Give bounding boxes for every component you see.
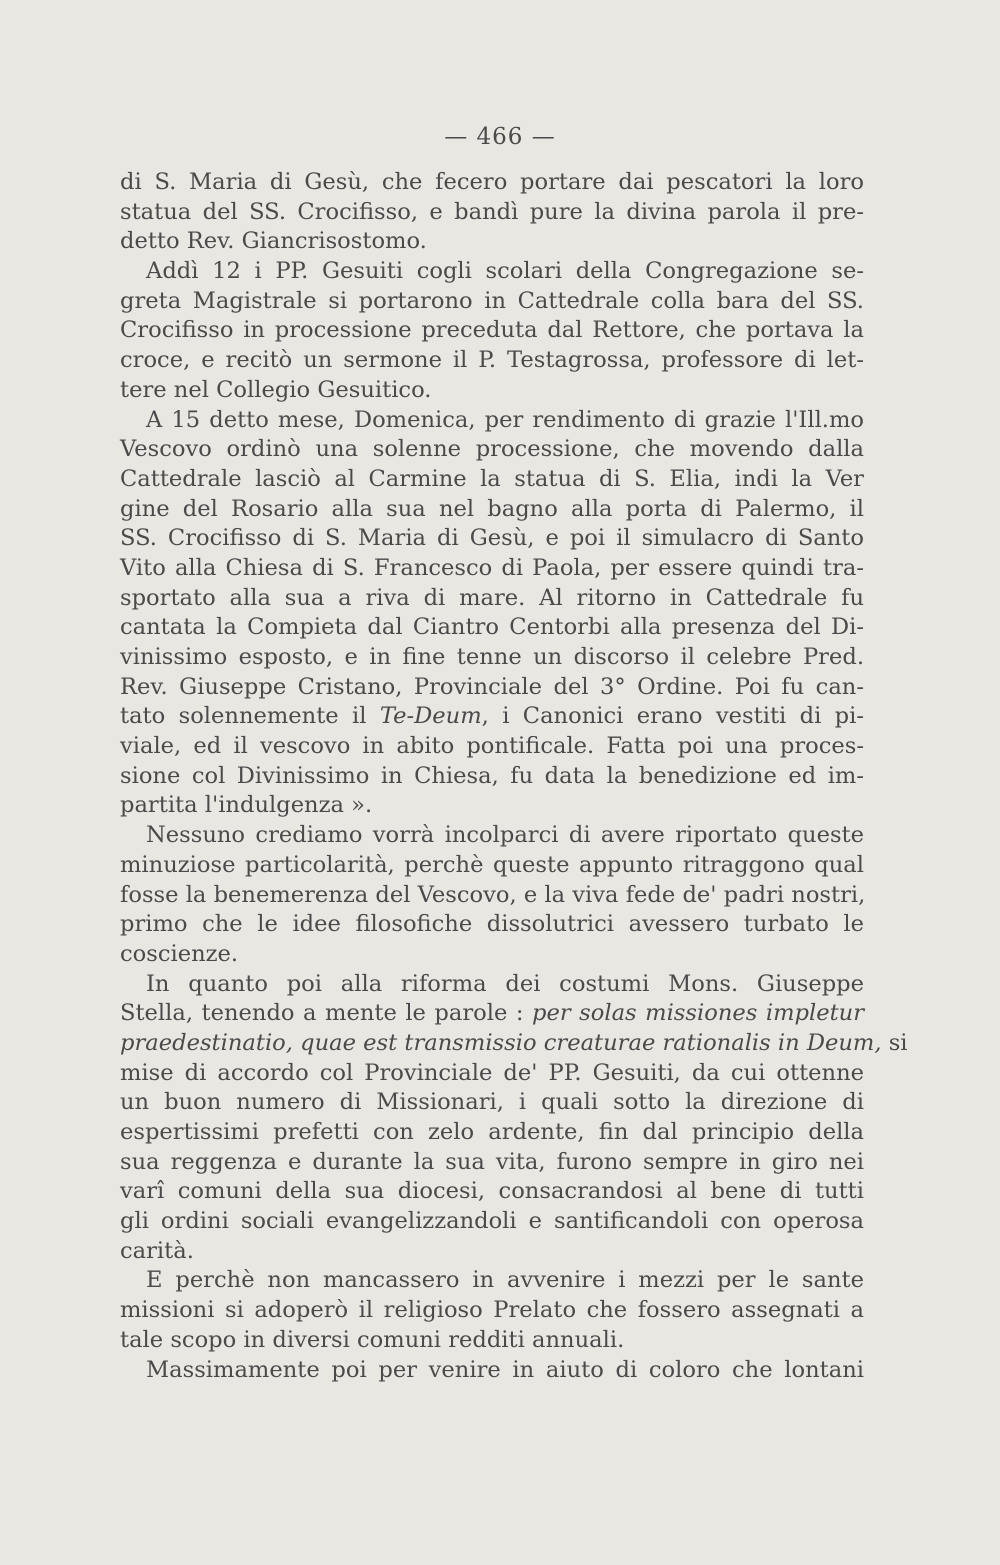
text-line [120,643,864,673]
italic-text: praedestinatio, quae est transmissio creaturae rationalis in Deum, [120,1029,882,1056]
text-segment: sione col Divinissimo in Chiesa, fu data la benedizione ed im- [120,762,864,789]
text-segment: Rev. Giuseppe Cristano, Provinciale del 3° Ordine. Poi fu can- [120,673,864,700]
text-segment: Massimamente poi per venire in aiuto di coloro che lontani [146,1356,864,1383]
text-line [120,970,864,1000]
text-line [120,495,864,525]
text-line [120,762,864,792]
text-line [120,1059,864,1089]
text-segment: sua reggenza e durante la sua vita, furono sempre in giro nei [120,1148,864,1175]
text-line [120,1118,864,1148]
text-line [120,821,864,851]
text-segment: Vescovo ordinò una solenne processione, che movendo dalla [120,436,864,463]
text-segment: partita l'indulgenza ». [120,792,373,819]
text-line [120,1356,864,1386]
text-segment: primo che le idee filosofiche dissolutrici avessero turbato le [120,911,864,938]
text-line [120,732,864,762]
text-segment: , i Canonici erano vestiti di pi- [481,703,864,730]
text-segment: In quanto poi alla riforma dei costumi Mons. Giuseppe [146,970,864,997]
text-line [120,584,864,614]
text-segment: statua del SS. Crocifisso, e bandì pure la divina parola il pre- [120,198,864,225]
text-line [120,1237,864,1267]
text-segment: minuziose particolarità, perchè queste appunto ritraggono qual [120,851,864,878]
text-line [120,940,864,970]
text-line [120,613,864,643]
italic-text: Te-Deum [379,703,482,730]
text-line [120,287,864,317]
text-segment: si [881,1029,908,1056]
text-segment: espertissimi prefetti con zelo ardente, fin dal principio della [120,1119,864,1145]
text-segment: greta Magistrale si portarono in Cattedrale colla bara del SS. [120,287,864,314]
text-line [120,227,864,257]
text-line [120,851,864,881]
text-line [120,524,864,554]
text-segment: vinissimo esposto, e in fine tenne un discorso il celebre Pred. [120,644,864,670]
body-text [120,168,908,1385]
text-line [120,346,864,376]
text-segment: gine del Rosario alla sua nel bagno alla porta di Palermo, il [120,495,864,522]
text-segment: gli ordini sociali evangelizzandoli e santificandoli con operosa [120,1208,864,1235]
text-line [120,1207,864,1237]
text-line [120,881,864,911]
text-segment: di S. Maria di Gesù, che fecero portare dai pescatori la loro [120,169,864,195]
text-segment: detto Rev. Giancrisostomo. [120,228,427,255]
text-segment: tato solennemente il [120,703,380,730]
text-segment: E perchè non mancassero in avvenire i mezzi per le sante [146,1267,864,1294]
text-line [120,376,864,406]
text-line [120,435,864,465]
text-line [120,198,864,228]
text-segment: un buon numero di Missionari, i quali sotto la direzione di [120,1089,864,1116]
text-segment: Stella, tenendo a mente le parole : [120,1000,533,1027]
text-segment: Crocifisso in processione preceduta dal Rettore, che portava la [120,317,864,344]
text-segment: Cattedrale lasciò al Carmine la statua di S. Elia, indi la Ver [120,465,864,492]
text-line [120,1266,864,1296]
text-line [120,1296,864,1326]
text-line [120,910,864,940]
text-line [120,1029,908,1059]
text-segment: SS. Crocifisso di S. Maria di Gesù, e poi il simulacro di Santo [120,525,864,552]
text-line [120,406,864,436]
text-segment: A 15 detto mese, Domenica, per rendimento di grazie l'Ill.mo [146,406,864,433]
text-segment: Nessuno crediamo vorrà incolparci di avere riportato queste [146,822,864,849]
text-line [120,257,864,287]
text-line [120,168,864,198]
text-line [120,791,864,821]
text-segment: mise di accordo col Provinciale de' PP. Gesuiti, da cui ottenne [120,1059,864,1086]
text-segment: carità. [120,1237,194,1264]
text-line [120,1088,864,1118]
text-line [120,1148,864,1178]
text-line [120,554,864,584]
text-line [120,316,864,346]
text-segment: fosse la benemerenza del Vescovo, e la viva fede de' padri nostri, [120,881,866,908]
text-segment: viale, ed il vescovo in abito pontificale. Fatta poi una proces- [120,733,864,760]
text-line [120,673,864,703]
text-segment: coscienze. [120,940,239,967]
text-line [120,1177,864,1207]
text-line [120,465,864,495]
text-segment: sportato alla sua a riva di mare. Al ritorno in Cattedrale fu [120,584,864,611]
text-segment: Addì 12 i PP. Gesuiti cogli scolari della Congregazione se- [146,258,864,285]
text-segment: croce, e recitò un sermone il P. Testagrossa, professore di let- [120,347,864,374]
text-segment: missioni si adoperò il religioso Prelato che fossero assegnati a [120,1297,864,1324]
text-line [120,702,864,732]
text-segment: tere nel Collegio Gesuitico. [120,376,432,403]
italic-text: per solas missiones impletur [532,1000,864,1027]
text-segment: varî comuni della sua diocesi, consacrandosi al bene di tutti [120,1178,864,1205]
text-line [120,999,864,1029]
text-line [120,1326,864,1356]
text-segment: tale scopo in diversi comuni redditi annuali. [120,1326,625,1353]
text-segment: Vito alla Chiesa di S. Francesco di Paola, per essere quindi tra- [120,554,864,581]
page-number: — 466 — [444,124,556,150]
text-segment: cantata la Compieta dal Ciantro Centorbi alla presenza del Di- [120,614,864,641]
